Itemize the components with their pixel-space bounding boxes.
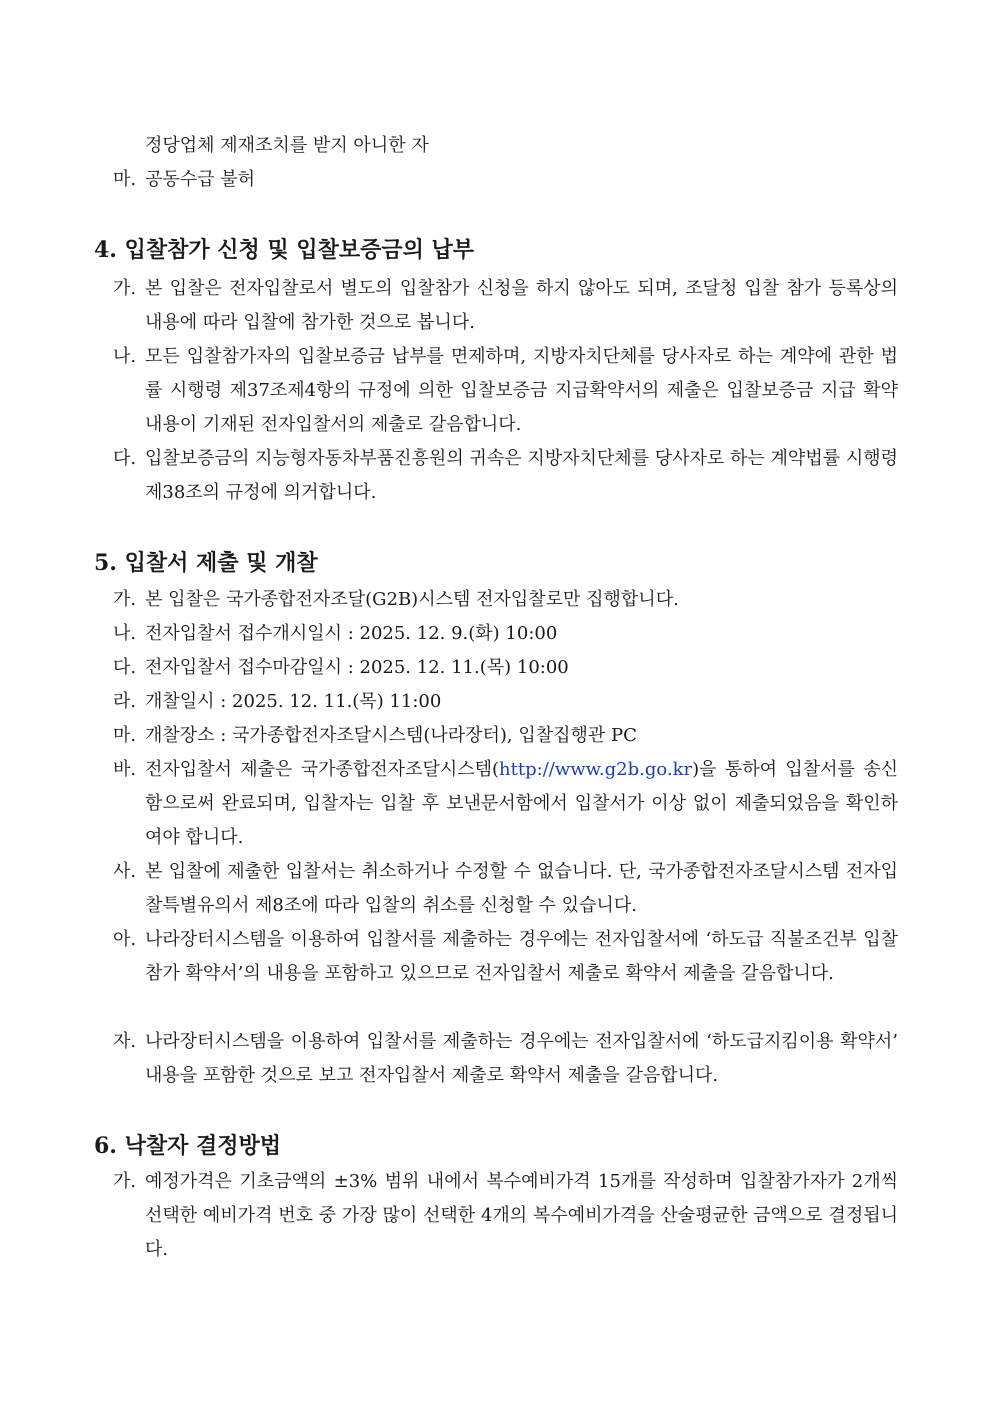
section-5-heading: 5. 입찰서 제출 및 개찰 bbox=[94, 550, 318, 576]
list-item-ma: 마. 공동수급 불허 bbox=[113, 169, 256, 190]
section-5-item-ma: 마. 개찰장소 : 국가종합전자조달시스템(나라장터), 입찰집행관 PC bbox=[113, 725, 637, 746]
section-6-heading: 6. 낙찰자 결정방법 bbox=[94, 1133, 282, 1159]
section-5-item-a: 아. 나라장터시스템을 이용하여 입찰서를 제출하는 경우에는 전자입찰서에 ‘하도급 직불조건부 입찰참가 확약서’의 내용을 포함하고 있으므로 전자입찰서 제출로 확약서 제출을 갈음합니다. bbox=[113, 929, 898, 984]
section-5-item-ra: 라. 개찰일시 : 2025. 12. 11.(목) 11:00 bbox=[113, 691, 442, 712]
g2b-link[interactable]: http://www.g2b.go.kr bbox=[499, 759, 693, 780]
section-4-item-na: 나. 모든 입찰참가자의 입찰보증금 납부를 면제하며, 지방자치단체를 당사자로 하는 계약에 관한 법률 시행령 제37조제4항의 규정에 의한 입찰보증금 지급확약서의 제출은 입찰보증금 지급 확약 내용이 기재된 전자입찰서의 제출로 갈음합니다. bbox=[113, 346, 898, 435]
section-5-item-ga: 가. 본 입찰은 국가종합전자조달(G2B)시스템 전자입찰로만 집행합니다. bbox=[113, 589, 679, 610]
section-5-item-na: 나. 전자입찰서 접수개시일시 : 2025. 12. 9.(화) 10:00 bbox=[113, 623, 558, 644]
section-6-item-ga: 가. 예정가격은 기초금액의 ±3% 범위 내에서 복수예비가격 15개를 작성하며 입찰참가자가 2개씩 선택한 예비가격 번호 중 가장 많이 선택한 4개의 복수예비가격을 산술평균한 금액으로 결정됩니다. bbox=[113, 1171, 898, 1260]
section-5-item-da: 다. 전자입찰서 접수마감일시 : 2025. 12. 11.(목) 10:00 bbox=[113, 657, 569, 678]
section-4-heading: 4. 입찰참가 신청 및 입찰보증금의 납부 bbox=[94, 237, 475, 263]
section-5-item-ba: 바. 전자입찰서 제출은 국가종합전자조달시스템(http://www.g2b.go.kr)을 통하여 입찰서를 송신함으로써 완료되며, 입찰자는 입찰 후 보낸문서함에서 입찰서가 이상 없이 제출되었음을 확인하여야 합니다. bbox=[113, 759, 898, 848]
continuation-line: 정당업체 제재조치를 받지 아니한 자 bbox=[145, 135, 429, 156]
section-5-item-sa: 사. 본 입찰에 제출한 입찰서는 취소하거나 수정할 수 없습니다. 단, 국가종합전자조달시스템 전자입찰특별유의서 제8조에 따라 입찰의 취소를 신청할 수 있습니다. bbox=[113, 861, 898, 916]
section-4-item-da: 다. 입찰보증금의 지능형자동차부품진흥원의 귀속은 지방자치단체를 당사자로 하는 계약법률 시행령 제38조의 규정에 의거합니다. bbox=[113, 448, 898, 503]
section-5-item-ja: 자. 나라장터시스템을 이용하여 입찰서를 제출하는 경우에는 전자입찰서에 ‘하도급지킴이용 확약서’ 내용을 포함한 것으로 보고 전자입찰서 제출로 확약서 제출을 갈음합니다. bbox=[113, 1031, 898, 1086]
section-4-item-ga: 가. 본 입찰은 전자입찰로서 별도의 입찰참가 신청을 하지 않아도 되며, 조달청 입찰 참가 등록상의 내용에 따라 입찰에 참가한 것으로 봅니다. bbox=[113, 278, 898, 333]
